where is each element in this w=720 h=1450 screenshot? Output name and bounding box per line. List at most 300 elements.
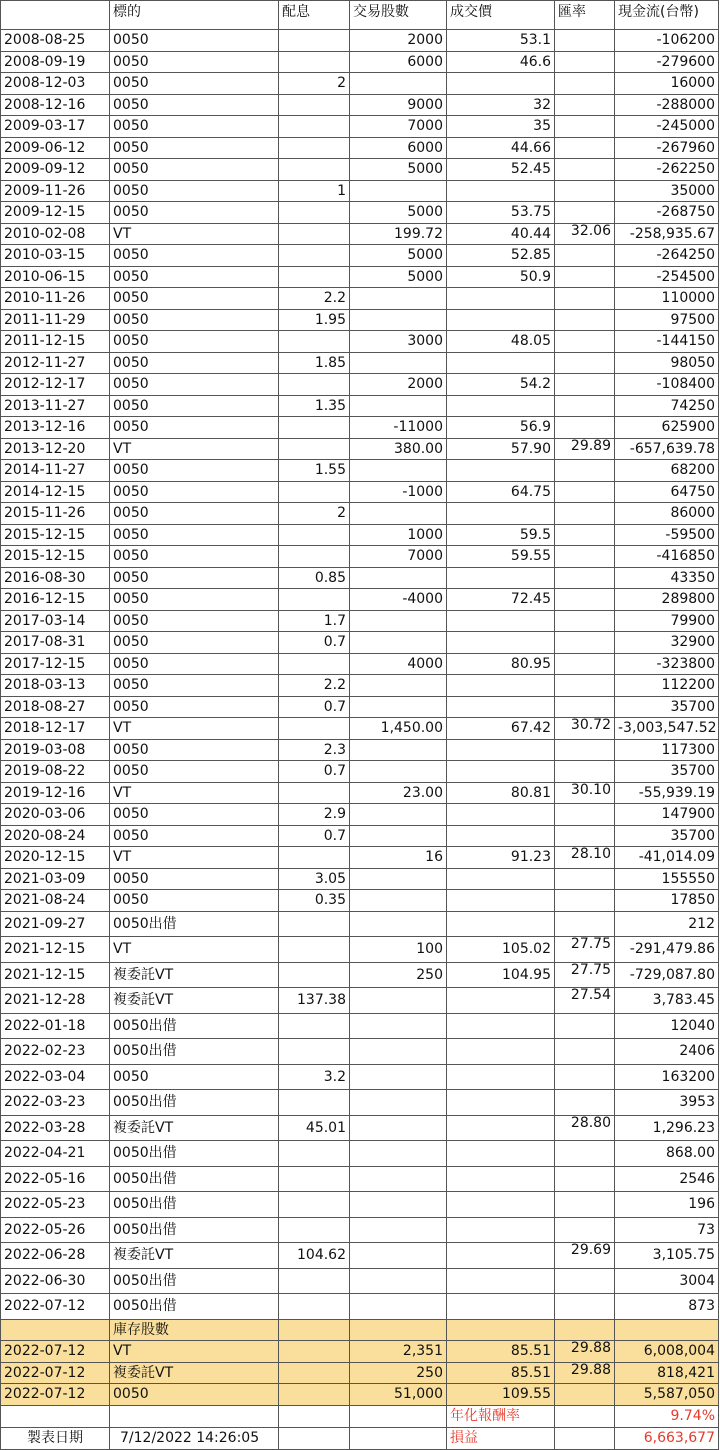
cell-date: 2008-08-25 xyxy=(1,30,110,52)
cell-fx xyxy=(555,825,615,847)
cell-ticker: 0050 xyxy=(110,266,279,288)
cell-shares xyxy=(350,352,447,374)
cell-date: 2008-09-19 xyxy=(1,51,110,73)
cell-shares xyxy=(350,1294,447,1320)
cell-dividend xyxy=(279,417,350,439)
cell-dividend xyxy=(279,51,350,73)
cell-price xyxy=(447,460,555,482)
cell-ticker: 0050 xyxy=(110,159,279,181)
cell-fx: 27.75 xyxy=(555,962,615,988)
cell-shares xyxy=(350,804,447,826)
cell-date: 2022-04-21 xyxy=(1,1141,110,1167)
cell-ticker: 0050 xyxy=(110,1384,279,1406)
cell-dividend xyxy=(279,374,350,396)
cell-fx xyxy=(555,610,615,632)
cell-date: 2010-03-15 xyxy=(1,245,110,267)
cell-price: 40.44 xyxy=(447,223,555,245)
cell-ticker: 0050 xyxy=(110,761,279,783)
cell-fx xyxy=(555,1217,615,1243)
cell-date: 2021-12-28 xyxy=(1,988,110,1014)
cell-price: 56.9 xyxy=(447,417,555,439)
cell-shares xyxy=(350,1268,447,1294)
cell-date: 2020-08-24 xyxy=(1,825,110,847)
cell-shares xyxy=(350,868,447,890)
cell-shares: 380.00 xyxy=(350,438,447,460)
cell-date: 2019-12-16 xyxy=(1,782,110,804)
cell-shares xyxy=(350,696,447,718)
table-row xyxy=(1,30,719,52)
cell-price: 57.90 xyxy=(447,438,555,460)
cell-fx xyxy=(555,202,615,224)
cell-fx xyxy=(555,911,615,937)
cell-cashflow: 155550 xyxy=(615,868,719,890)
table-row xyxy=(1,825,719,847)
empty-cell xyxy=(350,1319,447,1341)
table-row xyxy=(1,1166,719,1192)
cell-ticker: 0050出借 xyxy=(110,1039,279,1065)
cell-fx xyxy=(555,546,615,568)
cell-ticker: 0050 xyxy=(110,288,279,310)
cell-fx xyxy=(555,374,615,396)
cell-ticker: 0050出借 xyxy=(110,1166,279,1192)
empty-cell xyxy=(447,1319,555,1341)
cell-ticker: 0050出借 xyxy=(110,1192,279,1218)
table-row xyxy=(1,481,719,503)
cell-dividend xyxy=(279,546,350,568)
cell-price xyxy=(447,911,555,937)
cell-price xyxy=(447,288,555,310)
cell-price: 80.81 xyxy=(447,782,555,804)
cell-dividend: 45.01 xyxy=(279,1115,350,1141)
cell-price xyxy=(447,868,555,890)
cell-dividend xyxy=(279,962,350,988)
table-row xyxy=(1,417,719,439)
cell-price: 52.85 xyxy=(447,245,555,267)
cell-fx: 30.10 xyxy=(555,782,615,804)
cell-date: 2022-07-12 xyxy=(1,1341,110,1363)
cell-dividend xyxy=(279,137,350,159)
table-row xyxy=(1,911,719,937)
cell-date: 2013-12-16 xyxy=(1,417,110,439)
cell-dividend xyxy=(279,524,350,546)
cell-fx: 28.80 xyxy=(555,1115,615,1141)
cell-shares: 5000 xyxy=(350,245,447,267)
cell-dividend xyxy=(279,1341,350,1363)
cell-dividend xyxy=(279,1192,350,1218)
cell-date: 2018-03-13 xyxy=(1,675,110,697)
cell-ticker: VT xyxy=(110,1341,279,1363)
cell-dividend: 2.9 xyxy=(279,804,350,826)
cell-fx xyxy=(555,696,615,718)
cell-dividend: 1.35 xyxy=(279,395,350,417)
cell-cashflow: 873 xyxy=(615,1294,719,1320)
cell-fx xyxy=(555,460,615,482)
cell-shares xyxy=(350,73,447,95)
cell-date: 2021-12-15 xyxy=(1,937,110,963)
cell-shares xyxy=(350,1217,447,1243)
column-header: 交易股數 xyxy=(350,1,447,30)
cell-dividend xyxy=(279,1268,350,1294)
cell-dividend xyxy=(279,1166,350,1192)
table-row xyxy=(1,1039,719,1065)
cell-ticker: 0050 xyxy=(110,739,279,761)
cell-dividend xyxy=(279,245,350,267)
cell-cashflow: 98050 xyxy=(615,352,719,374)
cell-fx xyxy=(555,94,615,116)
cell-price xyxy=(447,804,555,826)
cell-dividend: 1.85 xyxy=(279,352,350,374)
cell-dividend xyxy=(279,937,350,963)
cell-price xyxy=(447,1294,555,1320)
table-row xyxy=(1,1268,719,1294)
cell-cashflow: -245000 xyxy=(615,116,719,138)
cell-cashflow: 12040 xyxy=(615,1013,719,1039)
cell-shares: 23.00 xyxy=(350,782,447,804)
cell-cashflow: 35700 xyxy=(615,761,719,783)
cell-shares: 2000 xyxy=(350,30,447,52)
cell-dividend: 2.2 xyxy=(279,675,350,697)
cell-shares xyxy=(350,1166,447,1192)
cell-cashflow: 868.00 xyxy=(615,1141,719,1167)
cell-ticker: 0050 xyxy=(110,374,279,396)
cell-date: 2017-03-14 xyxy=(1,610,110,632)
cell-price xyxy=(447,567,555,589)
cell-ticker: 0050 xyxy=(110,675,279,697)
cell-date: 2008-12-03 xyxy=(1,73,110,95)
cell-fx xyxy=(555,1166,615,1192)
cell-price xyxy=(447,1090,555,1116)
cell-dividend: 1.7 xyxy=(279,610,350,632)
cell-ticker: 0050 xyxy=(110,804,279,826)
cell-price: 67.42 xyxy=(447,718,555,740)
cell-date: 2012-12-17 xyxy=(1,374,110,396)
table-row xyxy=(1,847,719,869)
cell-shares: 4000 xyxy=(350,653,447,675)
cell-dividend: 2 xyxy=(279,73,350,95)
cell-shares: 2,351 xyxy=(350,1341,447,1363)
cell-price xyxy=(447,632,555,654)
cell-dividend xyxy=(279,202,350,224)
cell-shares xyxy=(350,395,447,417)
cell-date: 2021-03-09 xyxy=(1,868,110,890)
cell-date: 2022-06-28 xyxy=(1,1243,110,1269)
cell-ticker: 0050 xyxy=(110,632,279,654)
cell-fx xyxy=(555,868,615,890)
cell-date: 2022-02-23 xyxy=(1,1039,110,1065)
table-row xyxy=(1,761,719,783)
cell-cashflow: 43350 xyxy=(615,567,719,589)
cell-date: 2017-12-15 xyxy=(1,653,110,675)
cell-date: 2008-12-16 xyxy=(1,94,110,116)
cell-fx xyxy=(555,331,615,353)
cell-cashflow: 35000 xyxy=(615,180,719,202)
cell-fx xyxy=(555,1090,615,1116)
cell-shares: 51,000 xyxy=(350,1384,447,1406)
cell-dividend xyxy=(279,1039,350,1065)
table-row xyxy=(1,460,719,482)
cell-ticker: 複委託VT xyxy=(110,962,279,988)
cell-cashflow: -3,003,547.52 xyxy=(615,718,719,740)
cell-ticker: 0050 xyxy=(110,180,279,202)
cell-price: 54.2 xyxy=(447,374,555,396)
table-row xyxy=(1,374,719,396)
cell-ticker: 0050 xyxy=(110,202,279,224)
cell-shares xyxy=(350,288,447,310)
cell-dividend: 0.7 xyxy=(279,696,350,718)
cell-shares xyxy=(350,1039,447,1065)
cell-dividend: 1.95 xyxy=(279,309,350,331)
cell-ticker: VT xyxy=(110,937,279,963)
cell-shares xyxy=(350,309,447,331)
cell-price: 104.95 xyxy=(447,962,555,988)
cell-dividend xyxy=(279,653,350,675)
cell-ticker: 0050 xyxy=(110,309,279,331)
table-row xyxy=(1,739,719,761)
cell-ticker: VT xyxy=(110,223,279,245)
cell-fx: 27.75 xyxy=(555,937,615,963)
cell-date: 2022-06-30 xyxy=(1,1268,110,1294)
cell-date: 2019-08-22 xyxy=(1,761,110,783)
cell-shares: 3000 xyxy=(350,331,447,353)
cell-cashflow: 79900 xyxy=(615,610,719,632)
cell-price xyxy=(447,352,555,374)
cell-fx xyxy=(555,503,615,525)
cell-shares xyxy=(350,1090,447,1116)
cell-dividend xyxy=(279,266,350,288)
table-row xyxy=(1,1064,719,1090)
cell-shares xyxy=(350,567,447,589)
cell-price: 85.51 xyxy=(447,1341,555,1363)
cell-price: 91.23 xyxy=(447,847,555,869)
cell-date: 2018-12-17 xyxy=(1,718,110,740)
cell-shares xyxy=(350,1192,447,1218)
cell-fx xyxy=(555,30,615,52)
cell-dividend: 3.05 xyxy=(279,868,350,890)
cell-cashflow: -288000 xyxy=(615,94,719,116)
cell-cashflow: 97500 xyxy=(615,309,719,331)
cell-ticker: 0050 xyxy=(110,30,279,52)
cell-date: 2014-11-27 xyxy=(1,460,110,482)
cell-date: 2009-09-12 xyxy=(1,159,110,181)
table-row xyxy=(1,1192,719,1218)
table-row xyxy=(1,223,719,245)
cell-cashflow: 196 xyxy=(615,1192,719,1218)
table-row xyxy=(1,1294,719,1320)
cell-date: 2010-06-15 xyxy=(1,266,110,288)
cell-price: 64.75 xyxy=(447,481,555,503)
cell-cashflow: 64750 xyxy=(615,481,719,503)
cell-ticker: 0050 xyxy=(110,890,279,912)
cell-price: 52.45 xyxy=(447,159,555,181)
table-row xyxy=(1,589,719,611)
cell-date: 2011-11-29 xyxy=(1,309,110,331)
cell-shares xyxy=(350,610,447,632)
table-row xyxy=(1,1217,719,1243)
cell-shares: 100 xyxy=(350,937,447,963)
cell-dividend xyxy=(279,911,350,937)
cell-date: 2011-12-15 xyxy=(1,331,110,353)
cell-dividend xyxy=(279,1294,350,1320)
cell-date: 2022-05-16 xyxy=(1,1166,110,1192)
cell-price xyxy=(447,309,555,331)
cell-price xyxy=(447,696,555,718)
cell-cashflow: -267960 xyxy=(615,137,719,159)
cell-fx xyxy=(555,524,615,546)
table-row xyxy=(1,524,719,546)
table-row xyxy=(1,266,719,288)
cell-shares: 5000 xyxy=(350,202,447,224)
cell-cashflow: 35700 xyxy=(615,696,719,718)
cell-dividend xyxy=(279,782,350,804)
cell-shares: -11000 xyxy=(350,417,447,439)
cell-cashflow: -268750 xyxy=(615,202,719,224)
cell-cashflow: -291,479.86 xyxy=(615,937,719,963)
cell-cashflow: 2406 xyxy=(615,1039,719,1065)
cell-ticker: 0050 xyxy=(110,116,279,138)
cell-fx xyxy=(555,567,615,589)
cell-ticker: 0050 xyxy=(110,1064,279,1090)
table-row xyxy=(1,962,719,988)
cell-ticker: 0050 xyxy=(110,524,279,546)
cell-cashflow: -59500 xyxy=(615,524,719,546)
cell-price xyxy=(447,1166,555,1192)
cell-ticker: VT xyxy=(110,847,279,869)
cell-dividend: 2 xyxy=(279,503,350,525)
cell-fx xyxy=(555,352,615,374)
cell-ticker: 0050 xyxy=(110,567,279,589)
cell-price xyxy=(447,739,555,761)
cell-dividend xyxy=(279,718,350,740)
cell-ticker: 0050出借 xyxy=(110,1013,279,1039)
cell-date: 2019-03-08 xyxy=(1,739,110,761)
cell-ticker: 0050 xyxy=(110,73,279,95)
cell-ticker: 0050出借 xyxy=(110,1217,279,1243)
table-row xyxy=(1,675,719,697)
table-row xyxy=(1,245,719,267)
cell-shares: 6000 xyxy=(350,137,447,159)
table-row xyxy=(1,632,719,654)
cell-dividend xyxy=(279,589,350,611)
cell-fx: 29.88 xyxy=(555,1341,615,1363)
cell-ticker: 0050 xyxy=(110,331,279,353)
cell-ticker: 0050 xyxy=(110,395,279,417)
cell-cashflow: 73 xyxy=(615,1217,719,1243)
cell-ticker: 0050 xyxy=(110,503,279,525)
cell-price: 35 xyxy=(447,116,555,138)
cell-ticker: VT xyxy=(110,438,279,460)
empty-cell xyxy=(1,1319,110,1341)
cell-price: 59.5 xyxy=(447,524,555,546)
table-row xyxy=(1,309,719,331)
cell-fx xyxy=(555,288,615,310)
cell-price xyxy=(447,761,555,783)
cell-shares xyxy=(350,1141,447,1167)
cell-dividend: 1 xyxy=(279,180,350,202)
cell-fx: 29.89 xyxy=(555,438,615,460)
cell-fx: 27.54 xyxy=(555,988,615,1014)
table-row xyxy=(1,1141,719,1167)
cell-ticker: 0050 xyxy=(110,51,279,73)
table-row xyxy=(1,180,719,202)
cell-fx xyxy=(555,632,615,654)
cell-price xyxy=(447,1268,555,1294)
cell-dividend xyxy=(279,1013,350,1039)
cell-cashflow: 110000 xyxy=(615,288,719,310)
cell-cashflow: -279600 xyxy=(615,51,719,73)
table-row xyxy=(1,804,719,826)
cell-date: 2009-12-15 xyxy=(1,202,110,224)
table-row xyxy=(1,567,719,589)
cell-date: 2021-08-24 xyxy=(1,890,110,912)
cell-cashflow: -258,935.67 xyxy=(615,223,719,245)
cell-price xyxy=(447,1192,555,1218)
cell-fx xyxy=(555,1294,615,1320)
footer-row-annual xyxy=(1,1405,719,1427)
cell-cashflow: 3953 xyxy=(615,1090,719,1116)
cell-cashflow: 112200 xyxy=(615,675,719,697)
cell-dividend: 0.35 xyxy=(279,890,350,912)
footer-row-pnl xyxy=(1,1427,719,1449)
cell-cashflow: -41,014.09 xyxy=(615,847,719,869)
cell-price xyxy=(447,610,555,632)
cell-shares xyxy=(350,739,447,761)
cell-fx: 32.06 xyxy=(555,223,615,245)
cell-cashflow: 2546 xyxy=(615,1166,719,1192)
cell-cashflow: 6,008,004 xyxy=(615,1341,719,1363)
cell-ticker: 複委託VT xyxy=(110,988,279,1014)
table-row xyxy=(1,137,719,159)
cell-date: 2022-07-12 xyxy=(1,1294,110,1320)
cell-ticker: 0050 xyxy=(110,352,279,374)
cell-date: 2009-03-17 xyxy=(1,116,110,138)
cell-fx xyxy=(555,890,615,912)
cell-date: 2022-07-12 xyxy=(1,1384,110,1406)
cell-ticker: 0050 xyxy=(110,589,279,611)
table-row xyxy=(1,610,719,632)
cell-date: 2022-07-12 xyxy=(1,1362,110,1384)
cell-fx xyxy=(555,1268,615,1294)
cell-date: 2022-01-18 xyxy=(1,1013,110,1039)
annual-return-value: 9.74% xyxy=(615,1405,719,1427)
cell-dividend: 1.55 xyxy=(279,460,350,482)
table-row xyxy=(1,159,719,181)
cell-fx xyxy=(555,1384,615,1406)
cell-price: 46.6 xyxy=(447,51,555,73)
cell-date: 2018-08-27 xyxy=(1,696,110,718)
table-row xyxy=(1,868,719,890)
made-date-label: 製表日期 xyxy=(1,1427,110,1449)
cell-dividend xyxy=(279,159,350,181)
cell-date: 2015-12-15 xyxy=(1,524,110,546)
empty-cell xyxy=(279,1427,350,1449)
cell-dividend xyxy=(279,331,350,353)
cell-date: 2022-03-28 xyxy=(1,1115,110,1141)
cell-date: 2022-03-23 xyxy=(1,1090,110,1116)
empty-cell xyxy=(615,1319,719,1341)
cell-shares xyxy=(350,1013,447,1039)
cell-date: 2012-11-27 xyxy=(1,352,110,374)
cell-cashflow: 625900 xyxy=(615,417,719,439)
cell-price xyxy=(447,890,555,912)
cell-dividend xyxy=(279,1217,350,1243)
cell-date: 2009-06-12 xyxy=(1,137,110,159)
cell-shares: 250 xyxy=(350,962,447,988)
cell-cashflow: -264250 xyxy=(615,245,719,267)
cell-dividend xyxy=(279,1384,350,1406)
cell-date: 2020-12-15 xyxy=(1,847,110,869)
cell-shares: 5000 xyxy=(350,266,447,288)
cell-cashflow: -108400 xyxy=(615,374,719,396)
